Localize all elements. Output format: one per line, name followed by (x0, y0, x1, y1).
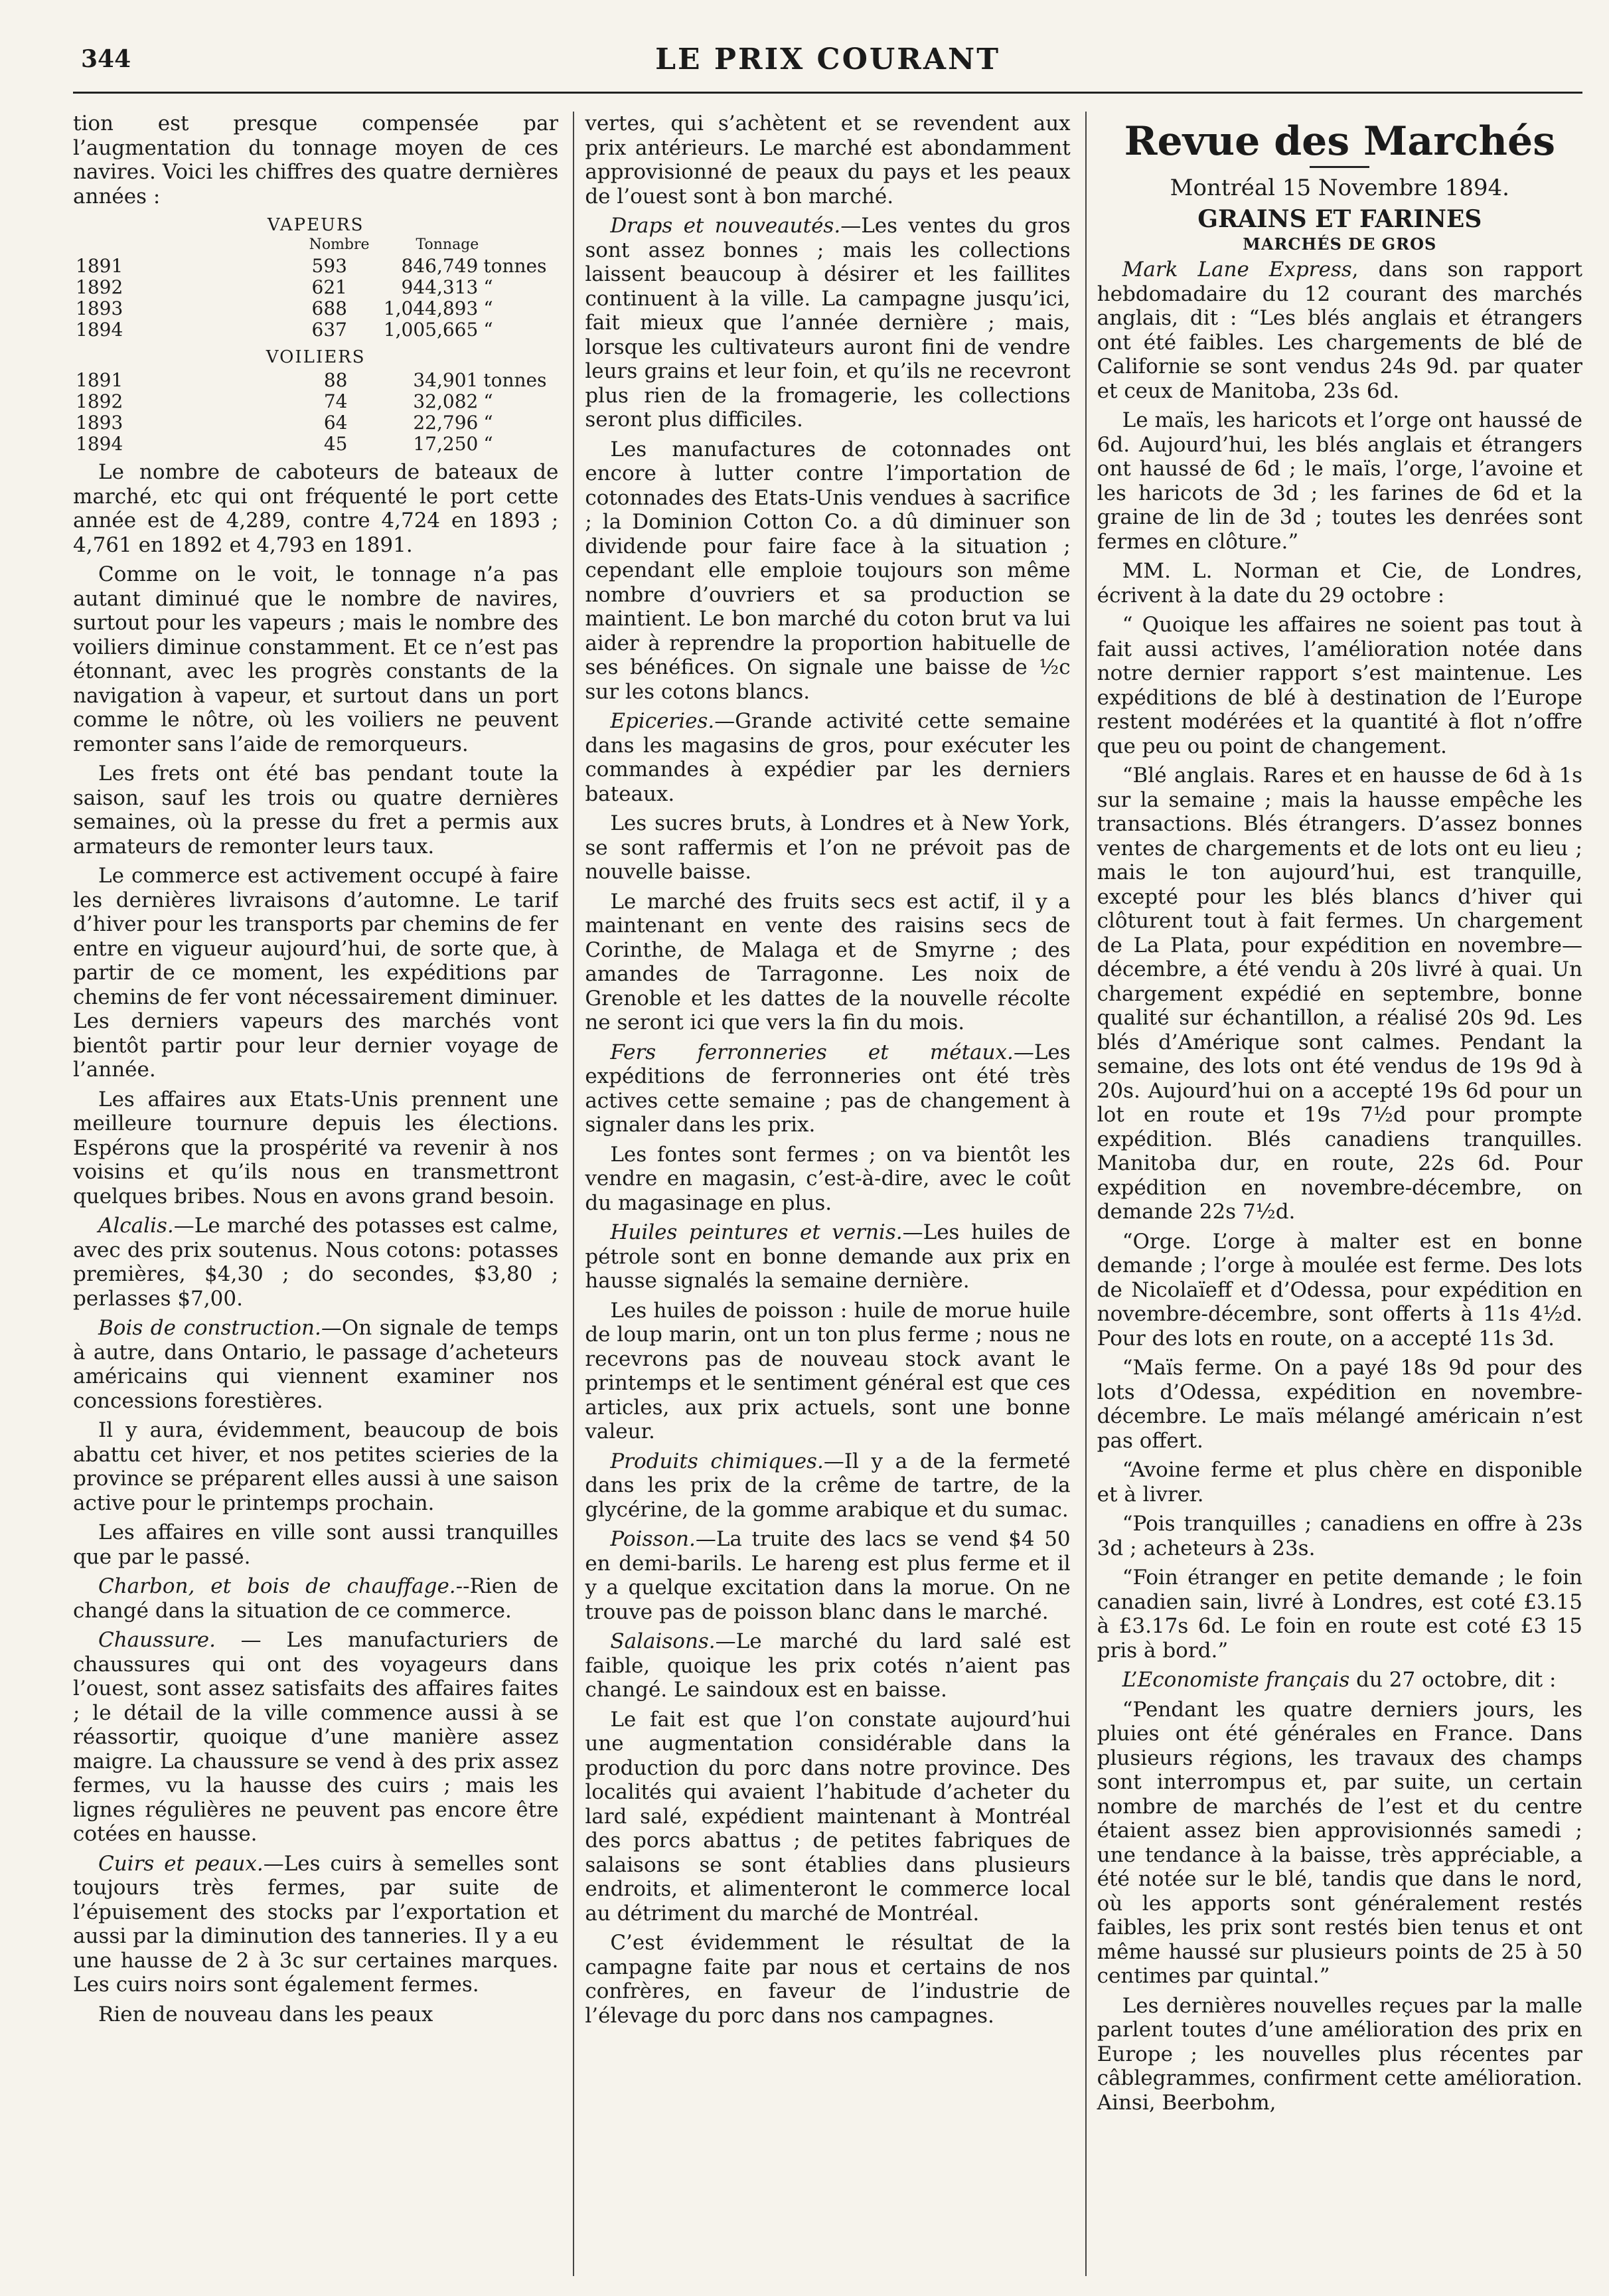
market-paragraph-poisson (585, 1527, 1070, 1624)
table-row (73, 434, 558, 455)
paragraph: Les manufactures de cotonnades ont encore à lutter contre l’importation de cotonnades des Etats-Unis vendues à sacrifice ; la Dominion Cotton Co. a dû diminuer son dividende pour faire face à la situation ; cependant elle emploie toujours son même nombre d’ouvriers et sa production se maintient. Le bon marché du coton brut va lui aider à reprendre la proportion habituelle de ses bénéfices. On signale une baisse de ½c sur les cotons blancs. (585, 437, 1071, 704)
year-cell: 1892 (76, 276, 123, 298)
tonnage-cell: 944,313 (401, 276, 479, 298)
unit-cell: tonnes (483, 369, 547, 391)
tonnage-cell: 22,796 (413, 412, 479, 434)
column-head-nombre: Nombre (309, 236, 370, 253)
paragraph: MM. L. Norman et Cie, de Londres, écrivent à la date du 29 octobre : (1097, 559, 1582, 608)
section-lead: Salaisons. (610, 1629, 716, 1653)
nombre-cell: 621 (311, 276, 347, 298)
column-head-tonnage: Tonnage (416, 236, 479, 253)
section-lead: Mark Lane Express (1122, 258, 1352, 282)
paragraph: C’est évidemment le résultat de la campagne faite par nous et certains de nos confrères, en faveur de l’industrie de l’élevage du porc dans nos campagnes. (585, 1931, 1071, 2028)
paragraph: “Orge. L’orge à malter est en bonne demande ; l’orge à moulée est ferme. Des lots de Nicolaïeff et d’Odessa, pour expédition en novembre-décembre, sont offerts à 11s 4½d. Pour des lots en route, on a accepté 11s 3d. (1097, 1229, 1582, 1351)
year-cell: 1893 (76, 412, 123, 434)
market-paragraph-alcalis (73, 1214, 558, 1311)
paragraph-text: — Les manufacturiers de chaussures qui ont des voyageurs dans l’ouest, sont assez satisfaits des affaires faites ; le détail de la ville commence aussi à se réassortir, quoique d’une manière assez maigre. La chaussure se vend à des prix assez fermes, vu la hausse des cuirs ; mais les lignes régulières ne peuvent pas encore être cotées en hausse. (73, 1628, 559, 1846)
tonnage-cell: 1,044,893 (383, 297, 479, 319)
market-paragraph-economiste (1097, 1668, 1582, 1692)
journal-title: LE PRIX COURANT (655, 42, 1000, 76)
paragraph-text: —Le marché du lard salé est faible, quoique les prix cotés n’aient pas changé. Le saindoux est en baisse. (585, 1629, 1071, 1702)
paragraph: Le nombre de caboteurs de bateaux de marché, etc qui ont fréquenté le port cette année est de 4,289, contre 4,724 en 1893 ; 4,761 en 1892 et 4,793 en 1891. (73, 460, 559, 557)
paragraph: Comme on le voit, le tonnage n’a pas autant diminué que le nombre de navires, surtout pour les vapeurs ; mais le nombre des voiliers diminue constamment. Et ce n’est pas étonnant, avec les progrès constants de la navigation à vapeur, et surtout dans un port comme le nôtre, où les voiliers ne peuvent remonter sans l’aide de remorqueurs. (73, 562, 559, 756)
paragraph: Le fait est que l’on constate aujourd’hui une augmentation considérable dans la production du porc dans notre province. Des localités qui avaient l’habitude d’acheter du lard salé, expédient maintenant à Montréal des porcs abattus ; de petites fabriques de salaisons se sont établies dans plusieurs endroits, et alimenteront le commerce local au détriment du marché de Montréal. (585, 1707, 1071, 1926)
column-3 (1085, 112, 1582, 2276)
table-caption-voiliers: VOILIERS (266, 347, 366, 367)
table-caption-vapeurs: VAPEURS (267, 215, 364, 235)
paragraph: “Pois tranquilles ; canadiens en offre à 23s 3d ; acheteurs à 23s. (1097, 1512, 1582, 1560)
unit-cell: “ (483, 319, 493, 341)
paragraph: “Maïs ferme. On a payé 18s 9d pour des lots d’Odessa, expédition en novembre-décembre. Le maïs mélangé américain n’est pas offert. (1097, 1356, 1582, 1453)
paragraph: “Avoine ferme et plus chère en disponible et à livrer. (1097, 1458, 1582, 1507)
section-lead: Poisson. (610, 1527, 696, 1551)
market-paragraph-huiles (585, 1220, 1070, 1293)
market-paragraph-chaussure (73, 1628, 558, 1846)
unit-cell: “ (483, 390, 493, 412)
paragraph-text: --Rien de changé dans la situation de ce commerce. (73, 1574, 559, 1623)
paragraph: Le maïs, les haricots et l’orge ont haussé de 6d. Aujourd’hui, les blés anglais et étrangers ont haussé de 6d ; le maïs, l’orge, l’avoine et les haricots de 3d ; les farines de 6d et la graine de lin de 3d ; toutes les denrées sont fermes en clôture.” (1097, 408, 1582, 554)
paragraph: Les fontes sont fermes ; on va bientôt les vendre en magasin, c’est-à-dire, avec le coût du magasinage en plus. (585, 1142, 1071, 1215)
section-lead: Huiles peintures et vernis. (610, 1220, 903, 1244)
vapeurs-table (73, 256, 558, 341)
paragraph-text: —Grande activité cette semaine dans les magasins de gros, pour exécuter les commandes à expédier par les derniers bateaux. (585, 709, 1071, 806)
header-rule (73, 92, 1582, 94)
nombre-cell: 88 (323, 369, 348, 391)
market-paragraph-cuirs (73, 1852, 558, 1997)
dateline: Montréal 15 Novembre 1894. (1170, 175, 1509, 201)
section-lead: Fers ferronneries et métaux. (610, 1040, 1014, 1064)
paragraph: Rien de nouveau dans les peaux (98, 2002, 433, 2026)
year-cell: 1893 (76, 297, 123, 319)
paragraph-text: —Les huiles de pétrole sont en bonne demande aux prix en hausse signalés la semaine dernière. (585, 1220, 1071, 1293)
year-cell: 1891 (76, 255, 123, 277)
year-cell: 1891 (76, 369, 123, 391)
tonnage-cell: 32,082 (413, 390, 479, 412)
paragraph: “Blé anglais. Rares et en hausse de 6d à 1s sur la semaine ; mais la hausse empêche les transactions. Blés étrangers. D’assez bonnes ventes de chargements et de lots ont eu lieu ; mais le ton aujourd’hui, est tranquille, excepté pour les blés blancs d’hiver qui clôturent tout à fait fermes. Un chargement de La Plata, pour expédition en novembre—décembre, a été vendu à 20s livré à quai. Un chargement expédié en septembre, bonne qualité sur échantillon, a réalisé 20s 9d. Les blés d’Amérique sont calmes. Pendant la semaine, des lots ont été vendus de 19s 9d à 20s. Aujourd’hui on a accepté 19s 6d pour un lot en route et 19s 7½d pour prompte expédition. Blés canadiens tranquilles. Manitoba dur, en route, 22s 6d. Pour expédition en novembre-décembre, on demande 22s 7½d. (1097, 764, 1582, 1224)
paragraph-text: —Il y a de la fermeté dans les prix de la crême de tartre, de la glycérine, de la gomme arabique et du sumac. (585, 1449, 1071, 1522)
market-paragraph-draps (585, 214, 1070, 432)
paragraph: Les huiles de poisson : huile de morue huile de loup marin, ont un ton plus ferme ; nous ne recevrons pas de nouveau stock avant le printemps et le sentiment général est que ces articles, aux prix actuels, sont une bonne valeur. (585, 1298, 1071, 1443)
year-cell: 1892 (76, 390, 123, 412)
paragraph-text: —On signale de temps à autre, dans Ontario, le passage d’acheteurs américains qui viennent examiner nos concessions forestières. (73, 1316, 559, 1413)
article-columns (73, 112, 1582, 2276)
paragraph: Les affaires en ville sont aussi tranquilles que par le passé. (73, 1520, 559, 1569)
paragraph-text: du 27 octobre, dit : (1349, 1668, 1557, 1692)
section-lead: Cuirs et peaux. (98, 1851, 264, 1876)
year-cell: 1894 (76, 433, 123, 455)
unit-cell: “ (483, 276, 493, 298)
table-row (73, 277, 558, 298)
paragraph-text: —Le marché des potasses est calme, avec des prix soutenus. Nous cotons: potasses premières, $4,30 ; do secondes, $3,80 ; perlasses $7,00. (73, 1214, 559, 1311)
table-row (73, 319, 558, 341)
paragraph-text: —Les cuirs à semelles sont toujours très fermes, par suite de l’épuisement des stocks par l’exportation et aussi par la diminution des tanneries. Il y a eu une hausse de 2 à 3c sur certaines marques. Les cuirs noirs sont également fermes. (73, 1851, 559, 1997)
section-title: Revue des Marchés (1124, 118, 1556, 165)
column-2 (573, 112, 1070, 2276)
title-rule (1310, 166, 1369, 168)
paragraph: vertes, qui s’achètent et se revendent aux prix antérieurs. Le marché est abondamment approvisionné de peaux du pays et les peaux de l’ouest sont à bon marché. (585, 112, 1071, 208)
tonnage-cell: 34,901 (413, 369, 479, 391)
market-paragraph-charbon (73, 1574, 558, 1623)
column-1 (73, 112, 558, 2276)
year-cell: 1894 (76, 319, 123, 341)
section-lead: Charbon, et bois de chauffage. (98, 1574, 456, 1598)
paragraph: Il y aura, évidemment, beaucoup de bois abattu cet hiver, et nos petites scieries de la province se préparent elles aussi à une saison active pour le printemps prochain. (73, 1418, 559, 1515)
paragraph: Les dernières nouvelles reçues par la malle parlent toutes d’une amélioration des prix en Europe ; les nouvelles plus récentes par câblegrammes, confirment cette amélioration. Ainsi, Beerbohm, (1097, 1993, 1582, 2115)
paragraph: Les affaires aux Etats-Unis prennent une meilleure tournure depuis les élections. Espérons que la prospérité va revenir à nos voisins et qu’ils nous en transmettront quelques bribes. Nous en avons grand besoin. (73, 1087, 559, 1208)
tonnage-cell: 846,749 (401, 255, 479, 277)
paragraph: “ Quoique les affaires ne soient pas tout à fait aussi actives, l’amélioration notée dans notre dernier rapport s’est maintenue. Les expéditions de blé à destination de l’Europe restent modérées et la quantité à flot n’offre que peu ou point de changement. (1097, 613, 1582, 758)
paragraph: Le commerce est activement occupé à faire les dernières livraisons d’automne. Le tarif d’hiver pour les transports par chemins de fer entre en vigueur aujourd’hui, de sorte que, à partir de ce moment, les expéditions par chemins de fer vont nécessairement diminuer. Les derniers vapeurs des marchés vont bientôt partir pour leur dernier voyage de l’année. (73, 864, 559, 1082)
paragraph: Les frets ont été bas pendant toute la saison, sauf les trois ou quatre dernières semaines, où la presse du fret a permis aux armateurs de remonter leurs taux. (73, 762, 559, 859)
tonnage-cell: 17,250 (413, 433, 479, 455)
section-lead: Alcalis. (98, 1214, 174, 1238)
nombre-cell: 593 (311, 255, 347, 277)
section-lead: Chaussure. (98, 1628, 216, 1652)
table-row (73, 370, 558, 391)
paragraph: Les sucres bruts, à Londres et à New York, se sont raffermis et l’on ne prévoit pas de nouvelle baisse. (585, 811, 1071, 884)
unit-cell: “ (483, 297, 493, 319)
tonnage-cell: 1,005,665 (383, 319, 479, 341)
table-column-heads (73, 236, 558, 253)
unit-cell: “ (483, 433, 493, 455)
subsection-heading: MARCHÉS DE GROS (1243, 234, 1437, 254)
page-number: 344 (81, 45, 131, 73)
market-paragraph-produits (585, 1449, 1070, 1522)
section-lead: Bois de construction. (98, 1316, 321, 1340)
voiliers-table (73, 370, 558, 455)
nombre-cell: 64 (323, 412, 348, 434)
section-lead: Epiceries. (610, 709, 715, 733)
market-paragraph-mark-lane (1097, 258, 1582, 403)
section-heading: GRAINS ET FARINES (1197, 205, 1482, 233)
paragraph: “Pendant les quatre derniers jours, les pluies ont été générales en France. Dans plusieurs régions, les travaux des champs sont interrompus et, par suite, un certain nombre de marchés de l’est et du centre étaient assez bien approvisionnés samedi ; une tendance à la baisse, très appréciable, a été notée sur le blé, tandis que dans le nord, où les apports sont généralement restés faibles, les prix sont restés bien tenus et ont même haussé sur plusieurs points de 25 à 50 centimes par quintal.” (1097, 1697, 1582, 1988)
paragraph: “Foin étranger en petite demande ; le foin canadien sain, livré à Londres, est coté £3.15 à £3.17s 6d. Le foin en route est coté £3 15 pris à bord.” (1097, 1566, 1582, 1663)
unit-cell: “ (483, 412, 493, 434)
market-paragraph-bois (73, 1316, 558, 1413)
market-paragraph-epiceries (585, 709, 1070, 806)
nombre-cell: 688 (311, 297, 347, 319)
paragraph-text: —Les ventes du gros sont assez bonnes ; mais les collections laissent beaucoup à désirer et les faillites continuent à la ville. La campagne jusqu’ici, fait mieux que l’année dernière ; mais, lorsque les cultivateurs auront fini de vendre leurs grains et leur foin, et qu’ils ne recevront plus rien de la fromagerie, les collections seront plus difficiles. (585, 214, 1071, 432)
market-paragraph-salaisons (585, 1629, 1070, 1702)
running-head (73, 40, 1582, 86)
nombre-cell: 74 (323, 390, 348, 412)
unit-cell: tonnes (483, 255, 547, 277)
paragraph: Le marché des fruits secs est actif, il y a maintenant en vente des raisins secs de Corinthe, de Malaga et de Smyrne ; des amandes de Tarragonne. Les noix de Grenoble et les dattes de la nouvelle récolte ne seront ici que vers la fin du mois. (585, 889, 1071, 1034)
section-lead: Produits chimiques. (610, 1449, 824, 1473)
section-lead: Draps et nouveautés. (610, 214, 841, 238)
market-paragraph-fers (585, 1040, 1070, 1137)
table-row (73, 256, 558, 277)
paragraph: tion est presque compensée par l’augmentation du tonnage moyen de ces navires. Voici les chiffres des quatre dernières années : (73, 112, 559, 208)
table-row (73, 298, 558, 319)
paragraph-text: —Les expéditions de ferronneries ont été très actives cette semaine ; pas de changement à signaler dans les prix. (585, 1040, 1071, 1137)
paragraph-text: —La truite des lacs se vend $4 50 en demi-barils. Le hareng est plus ferme et il y a quelque excitation dans la morue. On ne trouve pas de poisson blanc dans le marché. (585, 1527, 1071, 1624)
table-row (73, 412, 558, 434)
section-lead: L’Economiste français (1122, 1668, 1350, 1692)
paragraph-text: , dans son rapport hebdomadaire du 12 courant des marchés anglais, dit : “Les blés anglais et étrangers ont été faibles. Les chargements de blé de Californie se sont vendus 24s 9d. par quater et ceux de Manitoba, 23s 6d. (1097, 258, 1582, 403)
nombre-cell: 45 (323, 433, 348, 455)
table-row (73, 391, 558, 412)
nombre-cell: 637 (311, 319, 347, 341)
